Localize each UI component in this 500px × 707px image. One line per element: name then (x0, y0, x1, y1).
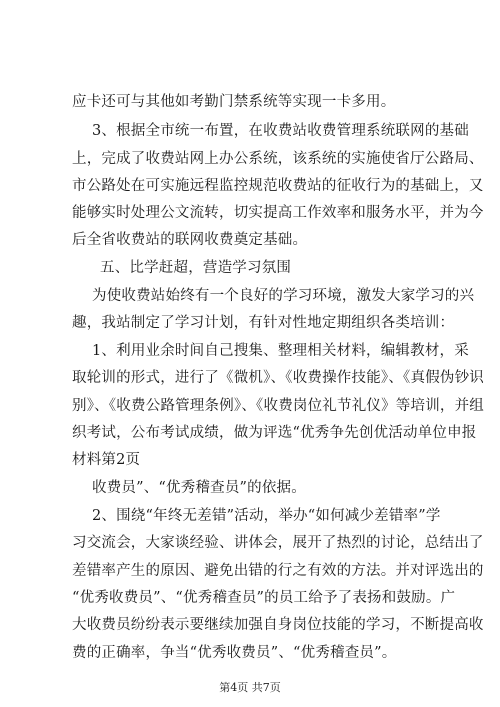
text-line: 收费员”、“优秀稽查员”的依据。 (92, 480, 306, 496)
text-line: 后全省收费站的联网收费奠定基础。 (72, 232, 308, 248)
text-line: 为使收费站始终有一个良好的学习环境，激发大家学习的兴 (92, 288, 475, 304)
text-line: 市公路处在可实施远程监控规范收费站的征收行为的基础上，又 (72, 178, 484, 194)
text-line: 取轮训的形式，进行了《微机》、《收费操作技能》、《真假伪钞识 (72, 370, 484, 386)
text-line: 习交流会，大家谈经验、讲体会，展开了热烈的讨论，总结出了 (72, 535, 484, 551)
text-line: 大收费员纷纷表示要继续加强自身岗位技能的学习，不断提高收 (72, 617, 484, 633)
text-line: 费的正确率，争当“优秀收费员”、“优秀稽查员”。 (72, 645, 397, 661)
text-line: 应卡还可与其他如考勤门禁系统等实现一卡多用。 (72, 94, 396, 110)
text-line: 别》、《收费公路管理条例》、《收费岗位礼节礼仪》等培训，并组 (72, 398, 484, 414)
text-line: 材料第2页 (72, 452, 141, 468)
text-line: 差错率产生的原因、避免出错的行之有效的方法。并对评选出的 (72, 563, 484, 579)
text-line: “优秀收费员”、“优秀稽查员”的员工给予了表扬和鼓励。广 (72, 590, 456, 606)
text-line: 织考试，公布考试成绩，做为评选“优秀争先创优活动单位申报 (72, 425, 477, 441)
text-line: 趣，我站制定了学习计划，有针对性地定期组织各类培训： (72, 315, 455, 331)
section-heading: 五、比学赶超，营造学习氛围 (100, 260, 292, 276)
page-footer: 第4页 共7页 (219, 681, 281, 694)
text-line: 2、围绕“年终无差错”活动，举办“如何减少差错率”学 (92, 508, 441, 524)
text-line: 上，完成了收费站网上办公系统，该系统的实施使省厅公路局、 (72, 151, 484, 167)
text-line: 1、利用业余时间自己搜集、整理相关材料，编辑教材，采 (92, 343, 469, 359)
text-line: 能够实时处理公文流转，切实提高工作效率和服务水平，并为今 (72, 205, 484, 221)
text-line: 3、根据全市统一布置，在收费站收费管理系统联网的基础 (92, 123, 469, 139)
